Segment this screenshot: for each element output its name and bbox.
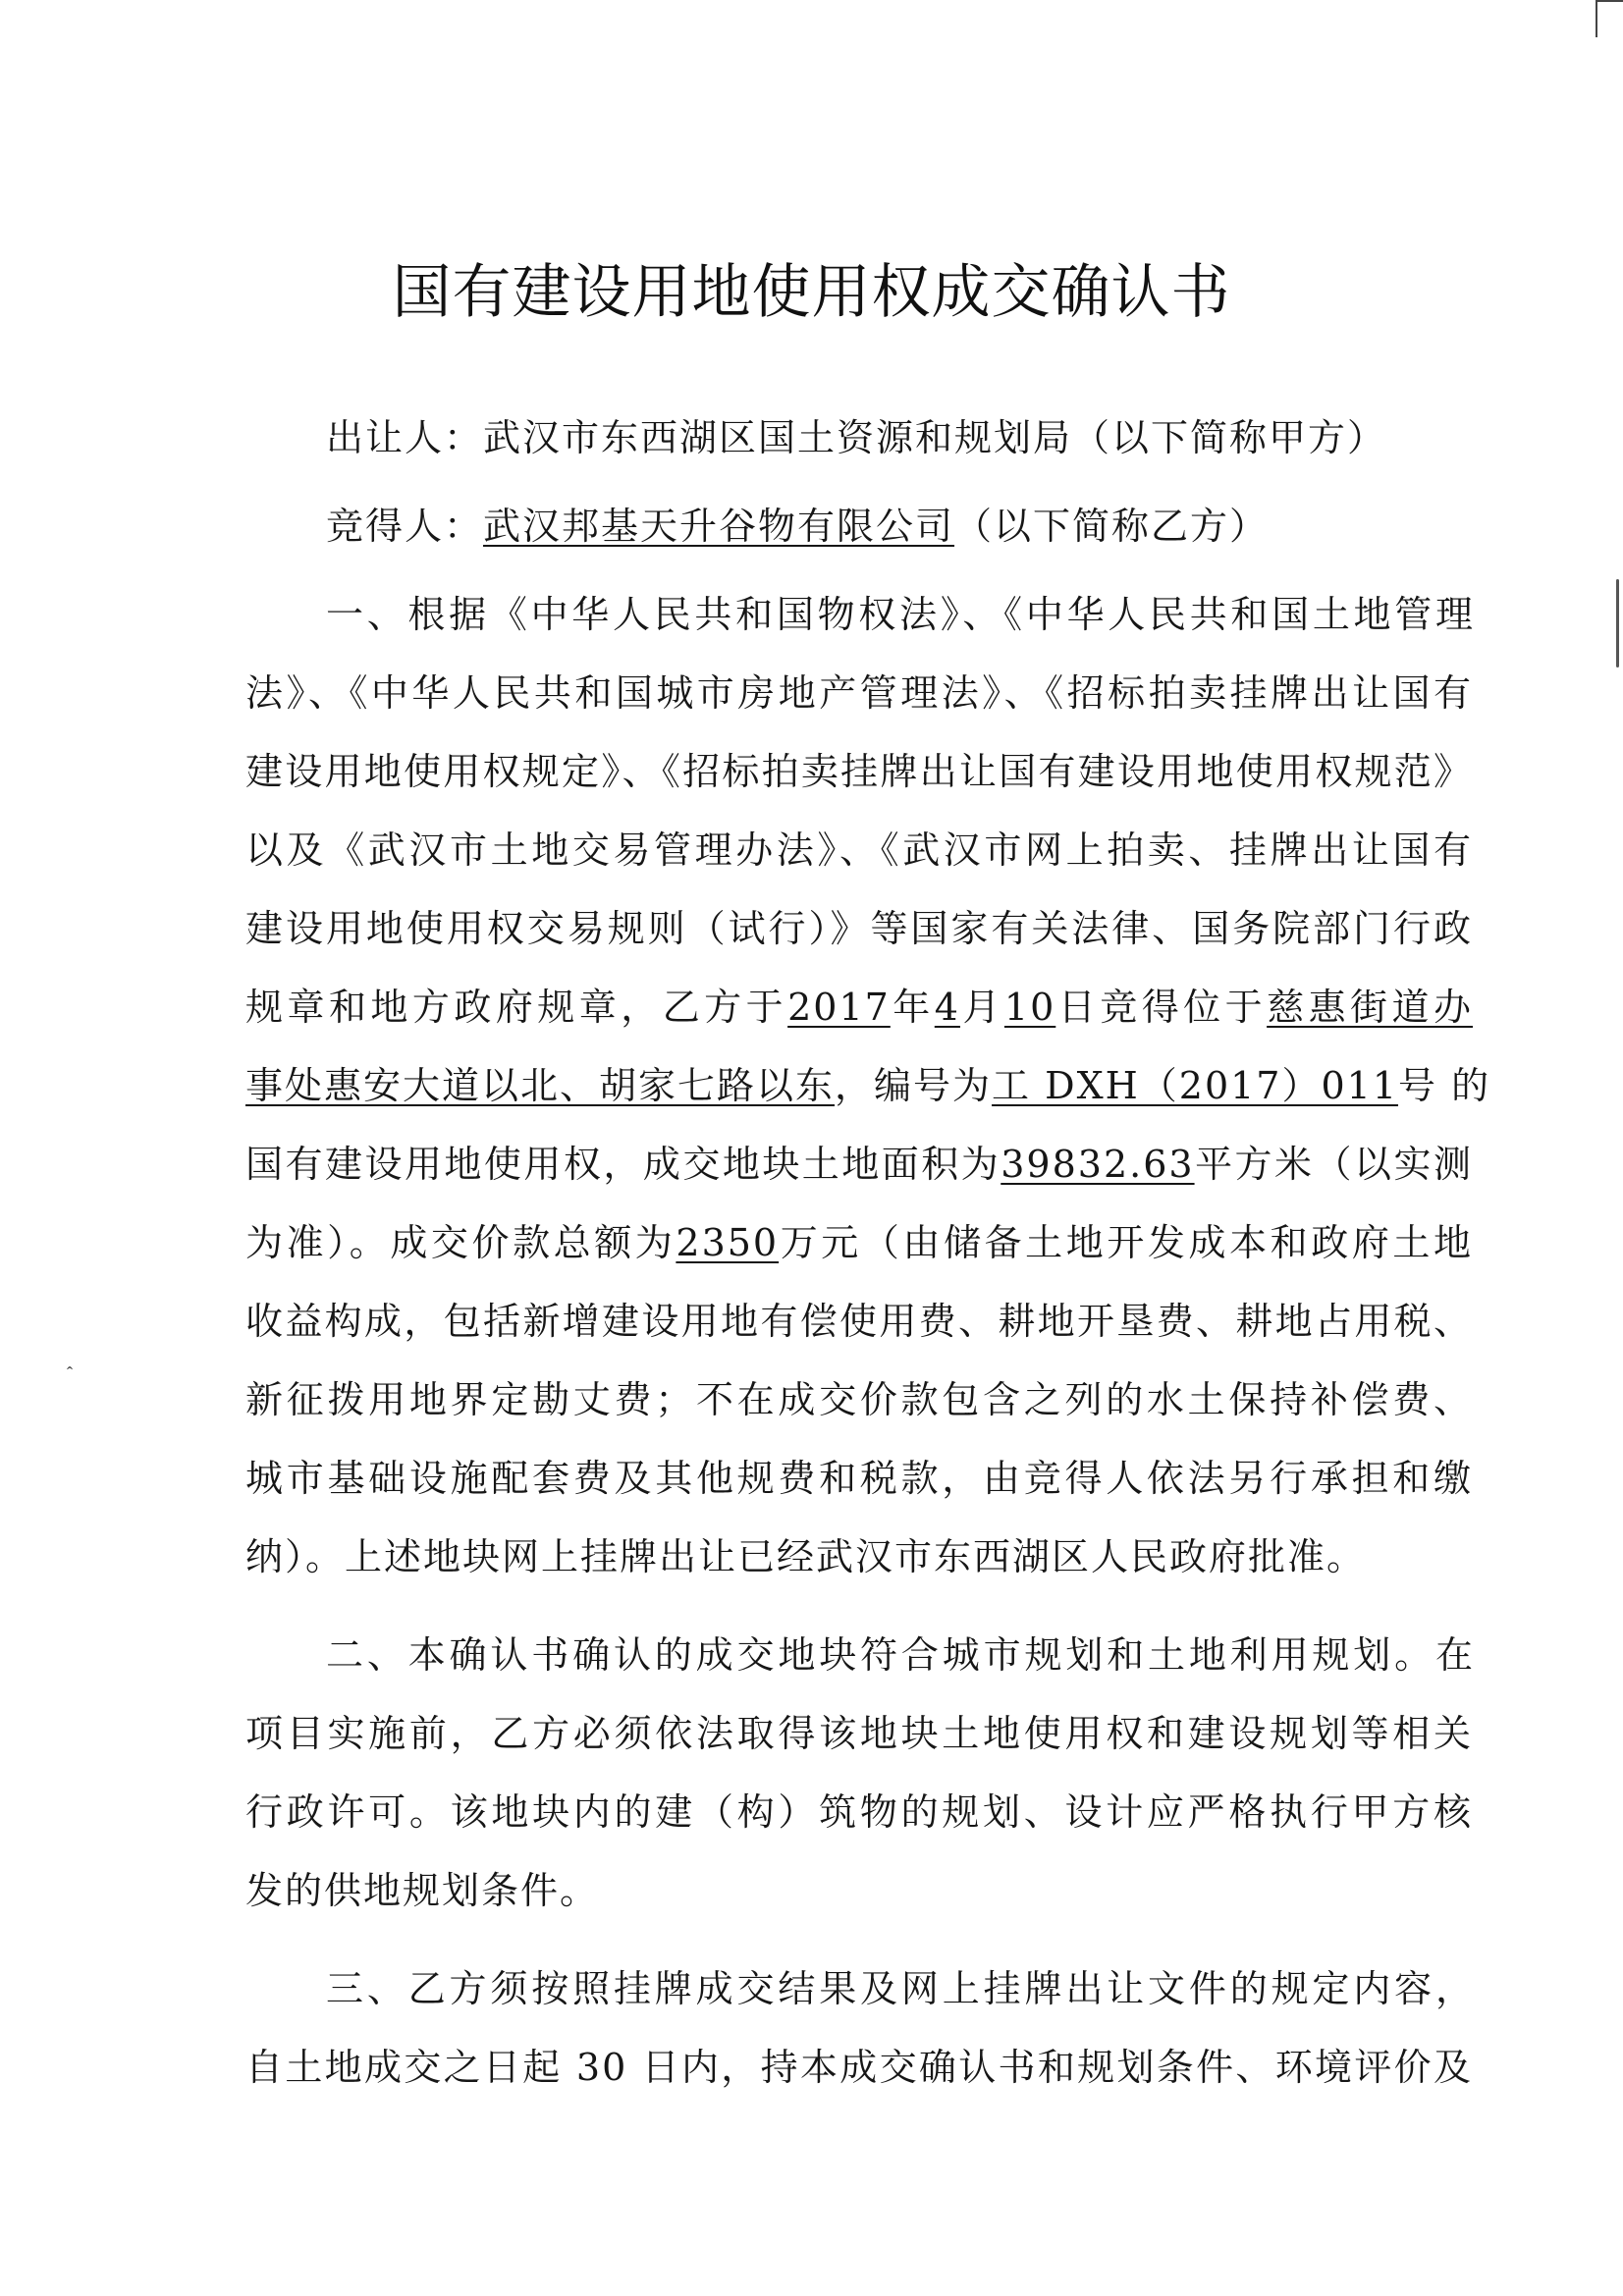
parcel-location-a: 慈惠街道办 <box>1267 986 1473 1029</box>
parcel-location-b: 事处惠安大道以北、胡家七路以东 <box>245 1064 836 1107</box>
para3-line-2: 自土地成交之日起 30 日内，持本成交确认书和规划条件、环境评价及 <box>245 2046 1473 2089</box>
date-line-prefix: 规章和地方政府规章，乙方于 <box>245 986 788 1029</box>
parcel-area: 39832.63 <box>1001 1143 1195 1186</box>
para1-line-3: 建设用地使用权规定》、《招标拍卖挂牌出让国有建设用地使用权规范》 <box>245 750 1473 793</box>
bid-month: 4 <box>934 986 960 1029</box>
para2-line-2: 项目实施前，乙方必须依法取得该地块土地使用权和建设规划等相关 <box>245 1712 1473 1755</box>
price-suffix: 万元（由储备土地开发成本和政府土地 <box>779 1221 1473 1264</box>
grantee-line <box>326 504 1475 549</box>
para1-line-2: 法》、《中华人民共和国城市房地产管理法》、《招标拍卖挂牌出让国有 <box>245 671 1473 715</box>
area-prefix: 国有建设用地使用权，成交地块土地面积为 <box>245 1143 1001 1186</box>
para1-line-5: 建设用地使用权交易规则（试行）》等国家有关法律、国务院部门行政 <box>245 907 1473 950</box>
para1-location-line <box>245 1063 1491 1108</box>
grantor-line: 出让人：武汉市东西湖区国土资源和规划局（以下简称甲方） <box>326 416 1387 459</box>
para1-price-line <box>245 1220 1473 1265</box>
area-suffix: 平方米（以实测 <box>1194 1143 1473 1186</box>
code-suffix: 号 的 <box>1398 1064 1491 1107</box>
scan-edge-mark <box>1616 579 1619 667</box>
para1-line-10: 收益构成，包括新增建设用地有偿使用费、耕地开垦费、耕地占用税、 <box>245 1300 1473 1343</box>
parcel-code: 工 DXH（2017）011 <box>992 1064 1399 1107</box>
month-unit: 月 <box>959 986 1004 1029</box>
para1-line-12: 城市基础设施配套费及其他规费和税款，由竞得人依法另行承担和缴 <box>245 1457 1473 1500</box>
para1-area-line <box>245 1142 1473 1187</box>
bid-day: 10 <box>1003 986 1056 1029</box>
code-prefix: ，编号为 <box>835 1064 993 1107</box>
scan-corner-mark <box>1596 0 1623 37</box>
page-title: 国有建设用地使用权成交确认书 <box>392 258 1231 327</box>
para2-line-3: 行政许可。该地块内的建（构）筑物的规划、设计应严格执行甲方核 <box>245 1790 1473 1834</box>
price-prefix: 为准）。成交价款总额为 <box>245 1221 676 1264</box>
bid-year: 2017 <box>787 986 891 1029</box>
scan-speck: ꞈ <box>67 1350 73 1370</box>
grantee-label: 竞得人： <box>326 505 484 548</box>
day-unit: 日竞得位于 <box>1055 986 1268 1029</box>
para1-line-13: 纳）。上述地块网上挂牌出让已经武汉市东西湖区人民政府批准。 <box>245 1535 1367 1578</box>
para3-line-1: 三、乙方须按照挂牌成交结果及网上挂牌出让文件的规定内容， <box>326 1967 1475 2010</box>
para1-date-line <box>245 985 1473 1030</box>
para1-line-1: 一、根据《中华人民共和国物权法》、《中华人民共和国土地管理 <box>326 593 1475 636</box>
grantee-name: 武汉邦基天升谷物有限公司 <box>483 505 955 548</box>
para1-line-4: 以及《武汉市土地交易管理办法》、《武汉市网上拍卖、挂牌出让国有 <box>245 828 1473 872</box>
para2-line-1: 二、本确认书确认的成交地块符合城市规划和土地利用规划。在 <box>326 1633 1475 1677</box>
deal-price: 2350 <box>676 1221 780 1264</box>
year-unit: 年 <box>890 986 935 1029</box>
para1-line-11: 新征拨用地界定勘丈费；不在成交价款包含之列的水土保持补偿费、 <box>245 1378 1473 1421</box>
para2-line-4: 发的供地规划条件。 <box>245 1869 600 1912</box>
grantee-suffix: （以下简称乙方） <box>954 505 1270 548</box>
